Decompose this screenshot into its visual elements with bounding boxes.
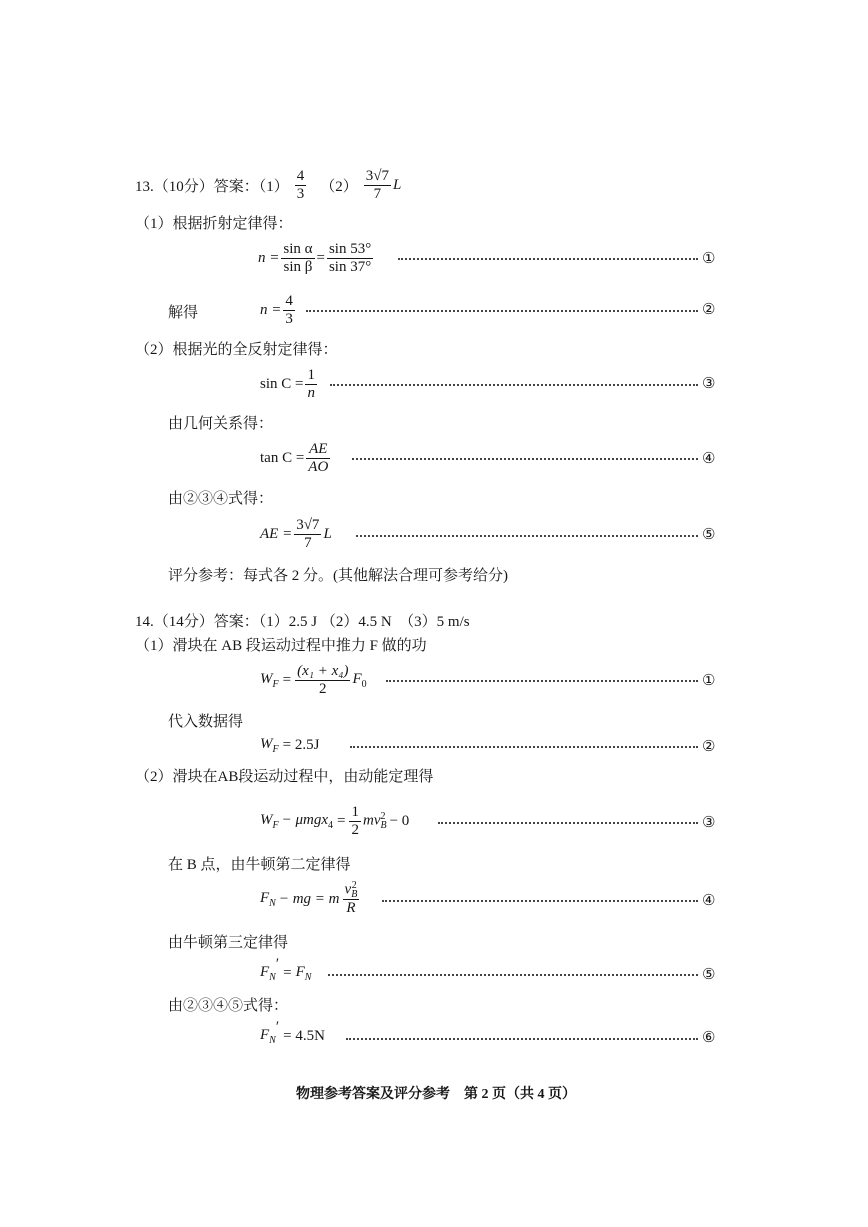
q14-eq3-numerator: 1 [351, 804, 359, 820]
q14-eq5-marker: ⑤ [702, 967, 716, 983]
q13-eq1-f2-denominator: sin 37° [328, 258, 372, 275]
q14-eq1-fraction [295, 663, 350, 697]
q14-eq1-numerator: (x₁ + x₄) [297, 663, 349, 679]
q13-part2-heading: （2）根据光的全反射定律得： [135, 342, 338, 358]
q13-eq3-numerator: 1 [307, 367, 315, 383]
q13-eq1-f1-denominator: sin β [283, 258, 313, 275]
q14-eq3-rhs: mv 2 B [362, 811, 387, 831]
q14-eq2-value: = 2.5J [282, 736, 320, 753]
q13-eq5-fraction [294, 517, 321, 551]
q13-eq5-numerator: 3√7 [296, 517, 320, 533]
q13-eq4-marker: ④ [702, 451, 716, 467]
q13-eq5-denominator: 7 [304, 534, 312, 551]
q13-eq4-lhs: tan C = [260, 449, 305, 466]
q14-equation-1 [260, 660, 367, 700]
q13-combine-label: 由②③④式得： [168, 491, 274, 507]
q13-eq3-fraction [305, 367, 317, 401]
q13-eq5-leader-dots [356, 535, 698, 537]
q13-eq1-leader-dots [398, 258, 698, 260]
q13-answer2-numerator: 3√7 [365, 168, 390, 184]
q13-answer2-denominator: 7 [373, 185, 382, 202]
q14-eq2-lhs: $W_F$ [260, 735, 279, 755]
q13-eq2-fraction [283, 293, 295, 327]
q14-eq3-marker: ③ [702, 815, 716, 831]
q14-equation-2 [260, 728, 319, 762]
q13-equation-4 [260, 438, 330, 478]
q13-eq1-fraction-2 [327, 241, 373, 275]
q13-eq4-denominator: AO [308, 458, 329, 475]
q13-eq1-equals: = [316, 249, 325, 266]
q14-eq1-leader-dots [386, 680, 698, 682]
q13-part1-heading: （1）根据折射定律得： [135, 216, 293, 232]
q14-part1-heading: （1）滑块在 AB 段运动过程中推力 F 做的功 [135, 638, 427, 654]
q14-eq3-lhs: $W_F$ [260, 811, 279, 831]
q13-eq2-numerator: 4 [285, 293, 293, 309]
q13-answer2-suffix: L [393, 176, 402, 193]
q13-eq2-marker: ② [702, 302, 716, 318]
q13-eq2-denominator: 3 [285, 310, 293, 327]
q14-eq4-leader-dots [382, 900, 698, 902]
q14-eq3-middle: − μmgx$_4$ [281, 811, 334, 831]
q13-eq4-leader-dots [352, 458, 698, 460]
q14-eq4-lhs: $F_N$ [260, 889, 276, 909]
q13-solve-label: 解得 [168, 305, 199, 321]
q14-eq6-lhs: $F_N'$ [260, 1018, 280, 1046]
q13-equation-3 [260, 364, 317, 404]
q13-eq1-lhs: n = [258, 249, 280, 266]
q13-answer1-numerator: 4 [296, 168, 305, 184]
q14-eq3-leader-dots [438, 822, 698, 824]
q13-eq1-f1-numerator: sin α [283, 241, 313, 257]
q14-combine-label: 由②③④⑤式得： [168, 998, 289, 1014]
q14-eq3-fraction [349, 804, 361, 838]
q13-header-num: 13.（10分）答案：（1） [135, 178, 289, 195]
q14-part2-heading: （2）滑块在AB段运动过程中，由动能定理得 [135, 769, 434, 785]
q13-eq4-numerator: AE [306, 441, 330, 459]
q14-equation-5 [260, 956, 311, 990]
q14-eq2-marker: ② [702, 739, 716, 755]
q13-eq5-marker: ⑤ [702, 527, 716, 543]
q14-eq4-denominator: R [346, 900, 356, 917]
q13-eq3-marker: ③ [702, 376, 716, 392]
q13-answer1-denominator: 3 [296, 185, 305, 202]
q13-equation-5 [260, 514, 332, 554]
q13-eq3-lhs: sin C = [260, 375, 304, 392]
q13-answer1-fraction [295, 168, 307, 202]
q14-eq4-fraction [343, 881, 360, 917]
q13-eq1-marker: ① [702, 251, 716, 267]
q14-eq3-equals: = [337, 812, 346, 829]
q14-equation-4 [260, 879, 359, 919]
q14-eq3-denominator: 2 [351, 821, 359, 838]
q14-eq4-middle: − mg = m [278, 890, 340, 907]
q14-eq6-marker: ⑥ [702, 1030, 716, 1046]
q14-eq6-leader-dots [346, 1038, 698, 1040]
q14-equation-6 [260, 1019, 325, 1053]
q13-eq2-leader-dots [306, 310, 698, 312]
q14-eq5-equals: = [283, 964, 292, 981]
q14-eq1-denominator: 2 [319, 680, 327, 697]
q13-eq1-fraction-1 [281, 241, 314, 275]
q14-substitute-label: 代入数据得 [168, 714, 244, 730]
q14-point-b-label: 在 B 点，由牛顿第二定律得 [168, 857, 351, 873]
q13-part2-label: （2） [320, 178, 358, 195]
q14-eq1-marker: ① [702, 673, 716, 689]
q14-eq5-lhs: $F_N'$ [260, 955, 280, 983]
q14-eq1-lhs: $W_F$ [260, 670, 279, 690]
q13-answer2-fraction [364, 168, 391, 202]
q14-eq3-tail: − 0 [389, 812, 410, 829]
q13-eq2-lhs: n = [260, 301, 282, 318]
q13-header [135, 162, 401, 208]
q13-eq1-f2-numerator: sin 53° [328, 241, 372, 257]
q14-eq6-value: = 4.5N [283, 1027, 325, 1044]
q14-equation-3 [260, 801, 409, 841]
q14-eq5-rhs: $F_N$ [295, 963, 312, 983]
page-footer: 物理参考答案及评分参考 第 2 页（共 4 页） [296, 1087, 576, 1102]
q14-eq2-leader-dots [350, 746, 698, 748]
q13-eq3-denominator: n [307, 384, 315, 401]
q14-eq4-numerator: v 2 B [344, 880, 358, 901]
q14-eq5-leader-dots [328, 974, 698, 976]
q14-eq4-marker: ④ [702, 893, 716, 909]
q13-eq5-suffix: L [323, 525, 332, 542]
q13-eq3-leader-dots [330, 384, 698, 386]
q14-header: 14.（14分）答案：（1）2.5 J （2）4.5 N （3）5 m/s [135, 614, 470, 630]
q13-eq5-lhs: AE = [260, 525, 293, 542]
q14-eq1-rhs: $F_0$ [352, 670, 367, 690]
q13-equation-1 [258, 238, 373, 278]
q13-geometry-label: 由几何关系得： [168, 416, 274, 432]
q14-eq1-equals: = [282, 671, 292, 688]
q13-equation-2 [260, 290, 295, 330]
q13-scoring-note: 评分参考：每式各 2 分。(其他解法合理可参考给分) [168, 568, 508, 584]
q14-newton3-label: 由牛顿第三定律得 [168, 935, 289, 951]
q13-eq4-fraction [306, 441, 330, 475]
